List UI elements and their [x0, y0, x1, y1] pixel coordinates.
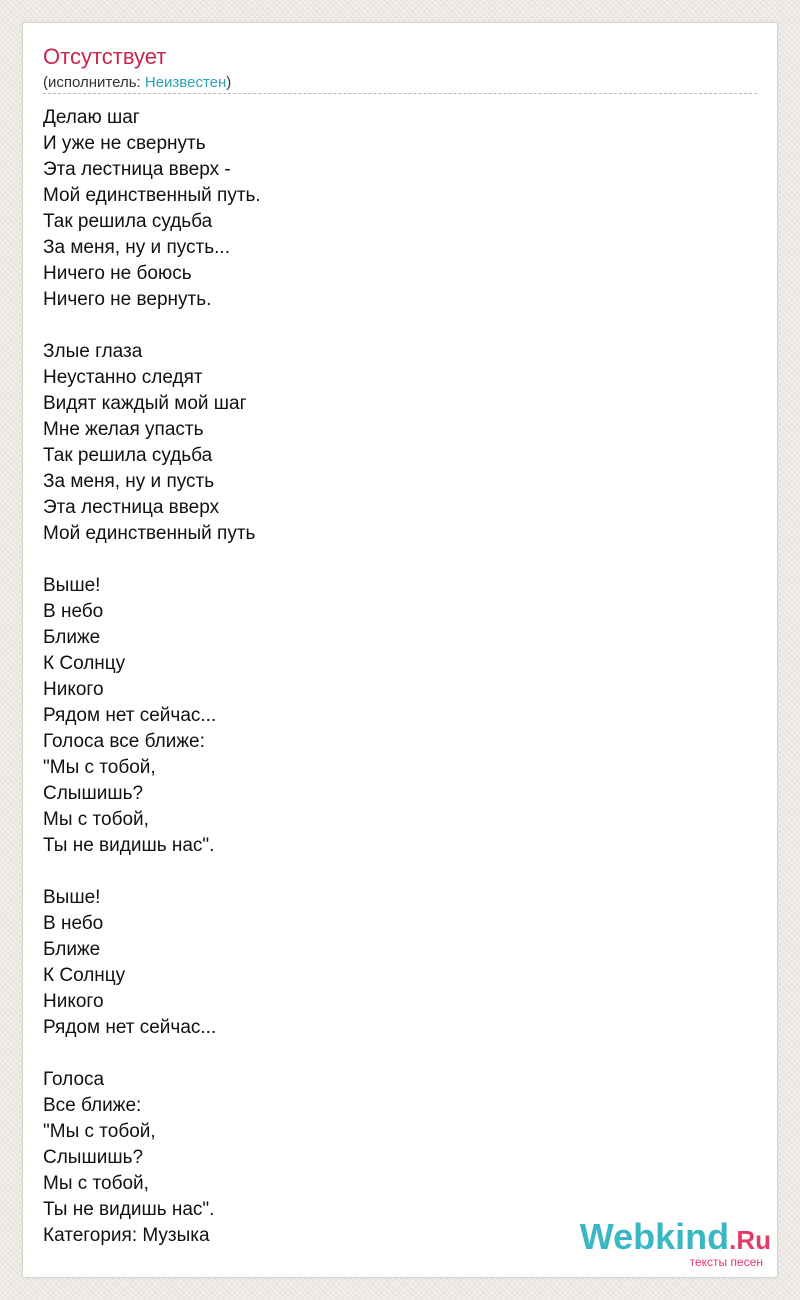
lyric-line: Голоса все ближе:	[43, 731, 205, 752]
logo-subtitle: тексты песен	[689, 1255, 763, 1269]
lyric-line: Мы с тобой,	[43, 1173, 149, 1194]
artist-prefix: (исполнитель:	[43, 74, 145, 91]
lyrics-text	[43, 105, 743, 1249]
lyric-line: В небо	[43, 913, 104, 934]
lyric-line: Неустанно следят	[43, 367, 203, 388]
lyric-line: "Мы с тобой,	[43, 1121, 156, 1142]
artist-link[interactable]: Неизвестен	[144, 74, 227, 91]
lyric-line: Делаю шаг	[43, 107, 140, 128]
lyric-line: Ничего не вернуть.	[43, 289, 212, 310]
stanza-break	[43, 313, 743, 339]
lyric-line: Ты не видишь нас".	[43, 835, 215, 856]
stanza-break	[43, 1041, 743, 1067]
site-logo[interactable]	[575, 1217, 771, 1273]
lyric-line: Злые глаза	[43, 341, 143, 362]
logo-word: Webkind	[579, 1216, 730, 1257]
lyric-line: "Мы с тобой,	[43, 757, 156, 778]
lyric-line: Видят каждый мой шаг	[43, 393, 247, 414]
lyric-line: Ближе	[43, 939, 101, 960]
stanza-break	[43, 547, 743, 573]
artist-suffix: )	[226, 74, 232, 91]
title-divider	[43, 93, 757, 94]
lyric-line: Мы с тобой,	[43, 809, 149, 830]
lyric-line: Мой единственный путь.	[43, 185, 261, 206]
lyric-line: Так решила судьба	[43, 211, 213, 232]
lyric-line: Слышишь?	[43, 783, 144, 804]
logo-tld: .Ru	[729, 1225, 771, 1255]
lyric-line: Рядом нет сейчас...	[43, 1017, 217, 1038]
lyric-line: Выше!	[43, 575, 101, 596]
lyric-line: За меня, ну и пусть	[43, 471, 215, 492]
lyric-line: Ближе	[43, 627, 101, 648]
lyric-line: К Солнцу	[43, 653, 126, 674]
lyric-line: Выше!	[43, 887, 101, 908]
lyric-line: Ты не видишь нас".	[43, 1199, 215, 1220]
song-title: Отсутствует	[43, 44, 167, 69]
lyric-line: К Солнцу	[43, 965, 126, 986]
lyric-line: Так решила судьба	[43, 445, 213, 466]
artist-line	[43, 73, 231, 93]
lyric-line: Мне желая упасть	[43, 419, 204, 440]
lyric-line: В небо	[43, 601, 104, 622]
lyric-line: Никого	[43, 991, 104, 1012]
lyric-line: Мой единственный путь	[43, 523, 256, 544]
lyric-line: Никого	[43, 679, 104, 700]
lyric-line: И уже не свернуть	[43, 133, 206, 154]
lyric-line: Голоса	[43, 1069, 105, 1090]
lyric-line: Ничего не боюсь	[43, 263, 192, 284]
stanza-break	[43, 859, 743, 885]
lyric-line: Рядом нет сейчас...	[43, 705, 217, 726]
lyric-line: Эта лестница вверх -	[43, 159, 231, 180]
lyric-line: Все ближе:	[43, 1095, 142, 1116]
lyrics-card	[22, 22, 778, 1278]
lyric-line: Эта лестница вверх	[43, 497, 220, 518]
lyric-line: За меня, ну и пусть...	[43, 237, 230, 258]
lyric-line: Категория: Музыка	[43, 1225, 210, 1246]
lyric-line: Слышишь?	[43, 1147, 144, 1168]
